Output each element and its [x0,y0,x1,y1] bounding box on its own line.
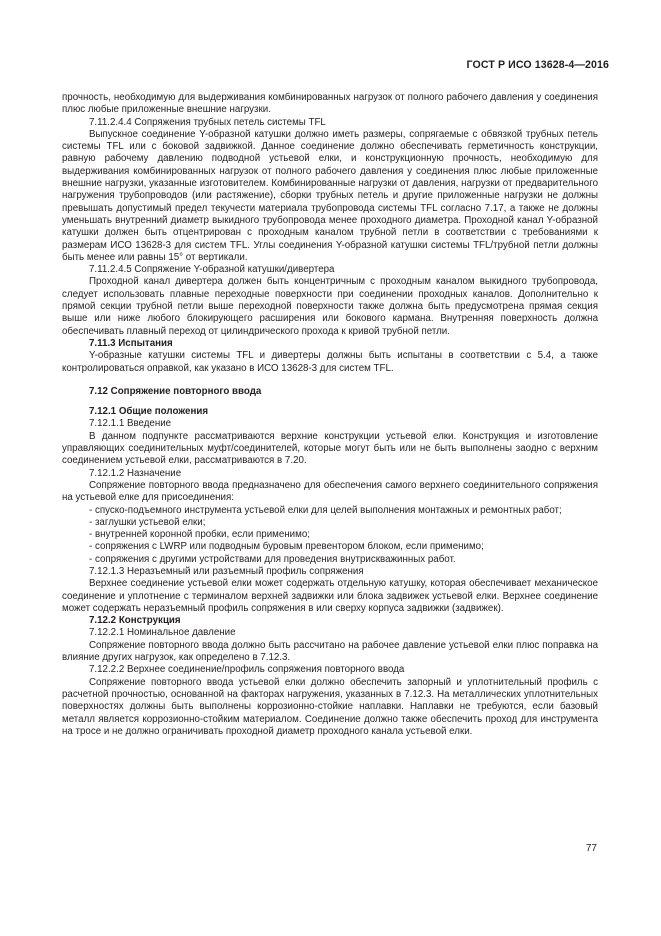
paragraph: Y-образные катушки системы TFL и дивертеры должны быть испытаны в соответствии с 5.4, а также контролироваться оправкой, как указано в ИСО 13628-3 для систем TFL. [62,350,598,374]
section-heading: 7.12.2.1 Номинальное давление [89,627,236,639]
section-heading: 7.12.1.2 Назначение [89,467,182,479]
section-heading: 7.12 Сопряжение повторного ввода [89,385,262,397]
paragraph: Проходной канал дивертера должен быть концентричным с проходным каналом выкидного трубопровода, следует использовать плавные переходные поверхности при соединении проходных каналов. Дополнительно к прямой секции трубной петли выше переходной поверхности также должна быть предусмотрена прямая секция выше или ниже любого блокирующего расширения или бокового кармана. Внутренняя поверхность должна обеспечивать плавный переход от цилиндрического прохода к кривой трубной петли. [62,276,598,337]
section-heading: 7.12.1.1 Введение [89,418,172,430]
paragraph: Верхнее соединение устьевой елки может содержать отдельную катушку, которая обеспечивает механическое соединение и уплотнение с терминалом верхней задвижки или блока задвижек устьевой елки. Верхнее соединение может содержать неразъемный профиль сопряжения в или сверху корпуса задвижки (задвижек). [62,578,598,614]
section-heading: 7.12.2 Конструкция [89,615,181,627]
paragraph: В данном подпункте рассматриваются верхние конструкции устьевой елки. Конструкция и изготовление управляющих соединительных муфт/соединителей, которые могут быть или не быть выполнены заодно с верхним соединением устьевой елки, рассматриваются в 7.20. [62,430,598,467]
section-heading: 7.11.3 Испытания [89,337,173,349]
paragraph: Выпускное соединение Y-образной катушки должно иметь размеры, сопрягаемые с обвязкой трубных петель системы TFL или с боковой задвижкой. Данное соединение должно обеспечивать герметичность конструкции, равную рабочему давлению подводной устьевой елки, и конструкционную прочность, необходимую для выдерживания комбинированных нагрузок от полного рабочего давления у соединения плюс любые приложенные внешние нагрузки, указанные изготовителем. Комбинированные нагрузки от давления, нагрузки от предварительного нагружения трубопроводов (или растяжение), сборки трубных петель и другие приложенные нагрузки не должны превышать допустимый предел текучести материала трубопровода системы TFL согласно 7.17, а также не должны уменьшать внутренний диаметр выкидного трубопровода менее проходного диаметра. Проходной канал Y-образной катушки должен быть отцентрирован с проходным каналом трубной петли в соответствии с требованиями к размерам ИСО 13628-3 для систем TFL. Углы соединения Y-образной катушки системы TFL/трубной петли должны быть менее или равны 15° от вертикали. [62,128,598,263]
section-heading: 7.12.1.3 Неразъемный или разъемный профиль сопряжения [89,565,364,577]
list-item: - сопряжения с другими устройствами для проведения внутрискважинных работ. [89,553,456,565]
list-item: - внутренней коронной пробки, если применимо; [89,529,310,541]
section-heading: 7.12.1 Общие положения [89,406,209,418]
paragraph: прочность, необходимую для выдерживания комбинированных нагрузок от полного рабочего давления у соединения плюс любые приложенные внешние нагрузки. [62,92,598,116]
section-heading: 7.11.2.4.5 Сопряжение Y-образной катушки/дивертера [89,264,335,276]
list-item: - заглушки устьевой елки; [89,516,206,528]
document-header: ГОСТ Р ИСО 13628-4—2016 [466,59,609,71]
section-heading: 7.12.2.2 Верхнее соединение/профиль сопряжения повторного ввода [89,664,405,676]
list-item: - спуско-подъемного инструмента устьевой елки для целей выполнения монтажных и ремонтных работ; [89,504,562,516]
paragraph: Сопряжение повторного ввода предназначено для обеспечения самого верхнего соединительного сопряжения на устьевой елке для присоединения: [62,479,598,504]
document-body [62,92,598,738]
section-heading: 7.11.2.4.4 Сопряжения трубных петель системы TFL [89,116,326,128]
paragraph: Сопряжение повторного ввода устьевой елки должно обеспечить запорный и уплотнительный профиль с расчетной прочностью, основанной на факторах нагружения, указанных в 7.12.3. На металлических уплотнительных поверхностях должны быть выполнены коррозионно-стойкие наплавки. Наплавки не требуются, если базовый металл является коррозионно-стойким материалом. Соединение должно также обеспечить проход для инструмента на тросе и не должно ограничивать проходной диаметр проходного канала устьевой елки. [62,676,598,737]
paragraph: Сопряжение повторного ввода должно быть рассчитано на рабочее давление устьевой елки плюс поправка на влияние других нагрузок, как определено в 7.12.3. [62,639,598,664]
list-item: - сопряжения с LWRP или подводным буровым превентором блоком, если применимо; [89,541,484,553]
page-number: 77 [585,843,597,854]
